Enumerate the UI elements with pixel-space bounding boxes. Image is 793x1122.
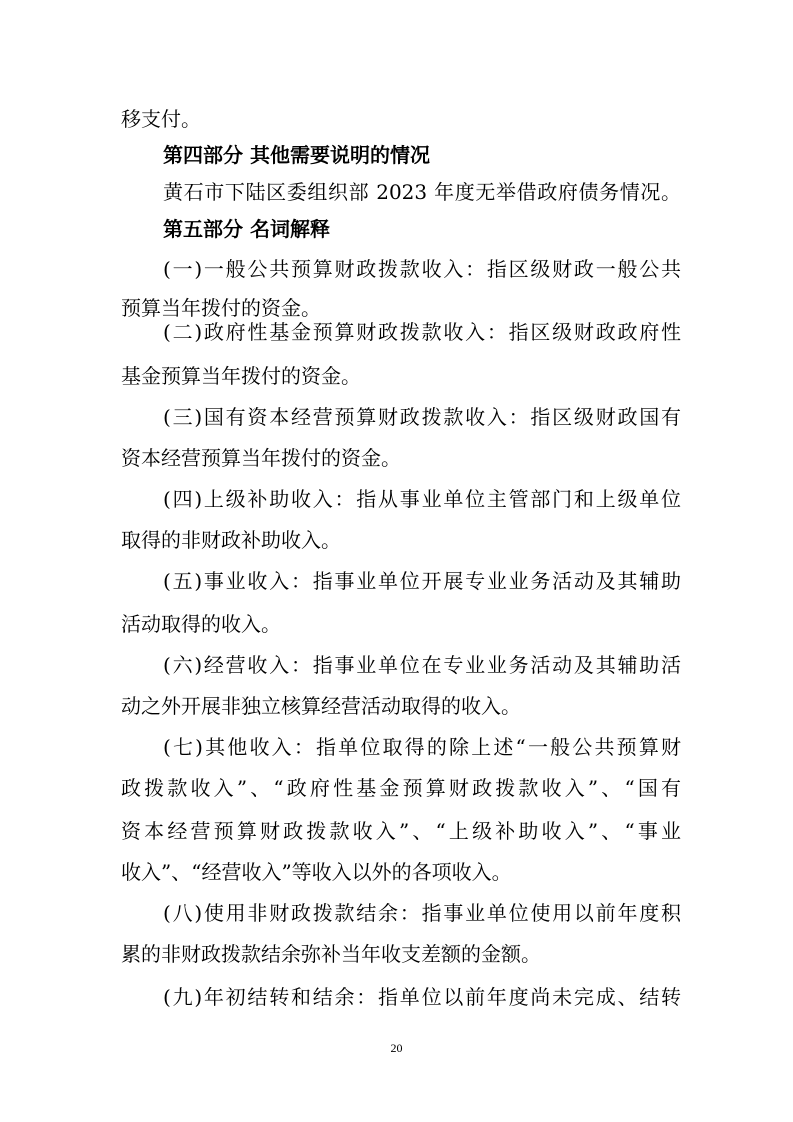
definition-7-line-1: (七)其他收入：指单位取得的除上述“一般公共预算财	[163, 735, 681, 759]
text-line-continuation: 移支付。	[121, 107, 201, 131]
definition-6-line-1: (六)经营收入：指事业单位在专业业务活动及其辅助活	[163, 653, 681, 677]
section-heading-part-four: 第四部分 其他需要说明的情况	[163, 143, 430, 167]
definition-3-line-1: (三)国有资本经营预算财政拨款收入：指区级财政国有	[163, 405, 681, 429]
definition-1-line-1: (一)一般公共预算财政拨款收入：指区级财政一般公共	[163, 257, 681, 281]
definition-3-line-2: 资本经营预算当年拨付的资金。	[121, 446, 401, 470]
page-number: 20	[390, 1041, 403, 1055]
definition-8-line-1: (八)使用非财政拨款结余：指事业单位使用以前年度积	[163, 901, 681, 925]
text-line-debt-statement: 黄石市下陆区委组织部 2023 年度无举借政府债务情况。	[163, 180, 681, 204]
definition-7-line-4: 收入”、“经营收入”等收入以外的各项收入。	[121, 860, 512, 884]
definition-8-line-2: 累的非财政拨款结余弥补当年收支差额的金额。	[121, 942, 541, 966]
definition-6-line-2: 动之外开展非独立核算经营活动取得的收入。	[121, 694, 521, 718]
section-heading-part-five: 第五部分 名词解释	[163, 217, 330, 241]
definition-4-line-2: 取得的非财政补助收入。	[121, 528, 341, 552]
definition-5-line-1: (五)事业收入：指事业单位开展专业业务活动及其辅助	[163, 569, 681, 593]
definition-1-line-2: 预算当年拨付的资金。	[121, 296, 321, 320]
definition-4-line-1: (四)上级补助收入：指从事业单位主管部门和上级单位	[163, 487, 681, 511]
definition-2-line-1: (二)政府性基金预算财政拨款收入：指区级财政政府性	[163, 320, 681, 344]
definition-5-line-2: 活动取得的收入。	[121, 612, 281, 636]
definition-2-line-2: 基金预算当年拨付的资金。	[121, 364, 361, 388]
definition-7-line-3: 资本经营预算财政拨款收入”、“上级补助收入”、“事业	[121, 819, 681, 843]
definition-9-line-1: (九)年初结转和结余：指单位以前年度尚未完成、结转	[163, 985, 681, 1009]
definition-7-line-2: 政拨款收入”、“政府性基金预算财政拨款收入”、“国有	[121, 776, 681, 800]
